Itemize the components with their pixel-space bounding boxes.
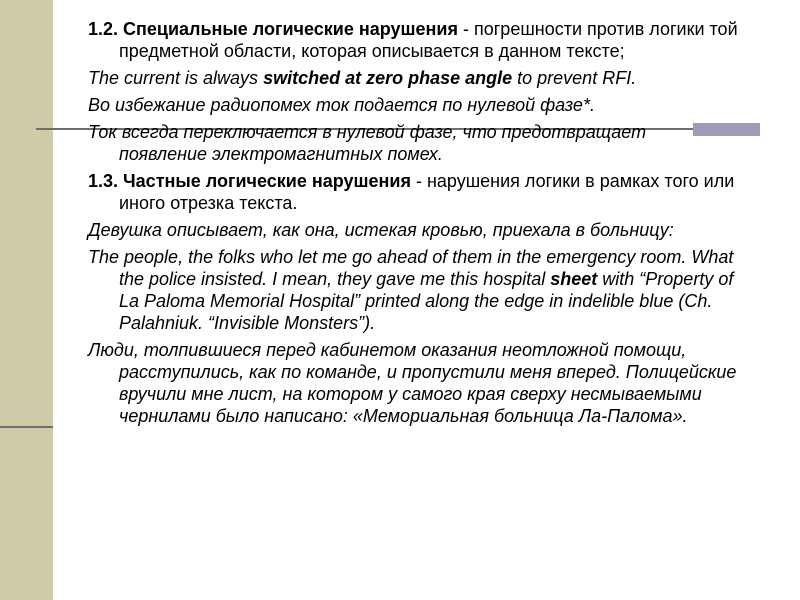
text-run: with “Property of La Paloma Memorial Hospital” printed along the edge in indelible blue (Ch. Palahniuk. “Invisible Monsters”).	[119, 269, 734, 333]
paragraph-7	[88, 246, 738, 334]
paragraph-8	[88, 339, 738, 427]
paragraph-3	[88, 94, 738, 116]
text-run: - погрешности против логики той предметной области, которая описывается в данном тексте;	[119, 19, 738, 61]
slide-body	[88, 18, 738, 432]
paragraph-1	[88, 18, 738, 62]
text-run: - нарушения логики в рамках того или иного отрезка текста.	[119, 171, 735, 213]
paragraph-5	[88, 170, 738, 214]
text-run: Ток всегда переключается в нулевой фазе, что предотвращает появление электромагнитных помех.	[88, 122, 647, 164]
text-run: Люди, толпившиеся перед кабинетом оказания неотложной помощи, расступились, как по команде, и пропустили меня вперед. Полицейские вручили мне лист, на котором у самого края сверху несмываемыми чернилами было написано: «Мемориальная больница Ла-Палома».	[88, 340, 737, 426]
bold-run: 1.2. Специальные логические нарушения	[88, 19, 458, 39]
text-run: Девушка описывает, как она, истекая кровью, приехала в больницу:	[88, 220, 674, 240]
bold-run: 1.3. Частные логические нарушения	[88, 171, 411, 191]
text-run: The people, the folks who let me go ahead of them in the emergency room. What the police insisted. I mean, they gave me this hospital	[88, 247, 734, 289]
paragraph-4	[88, 121, 738, 165]
text-run: Во избежание радиопомех ток подается по нулевой фазе*.	[88, 95, 595, 115]
bold-run: switched at zero phase angle	[263, 68, 513, 88]
text-run: The current is always	[88, 68, 264, 88]
sidebar-rule	[0, 426, 53, 428]
bold-run: sheet	[550, 269, 598, 289]
paragraph-6	[88, 219, 738, 241]
slide-sidebar	[0, 0, 53, 600]
text-run: to prevent RFI.	[512, 68, 637, 88]
paragraph-2	[88, 67, 738, 89]
